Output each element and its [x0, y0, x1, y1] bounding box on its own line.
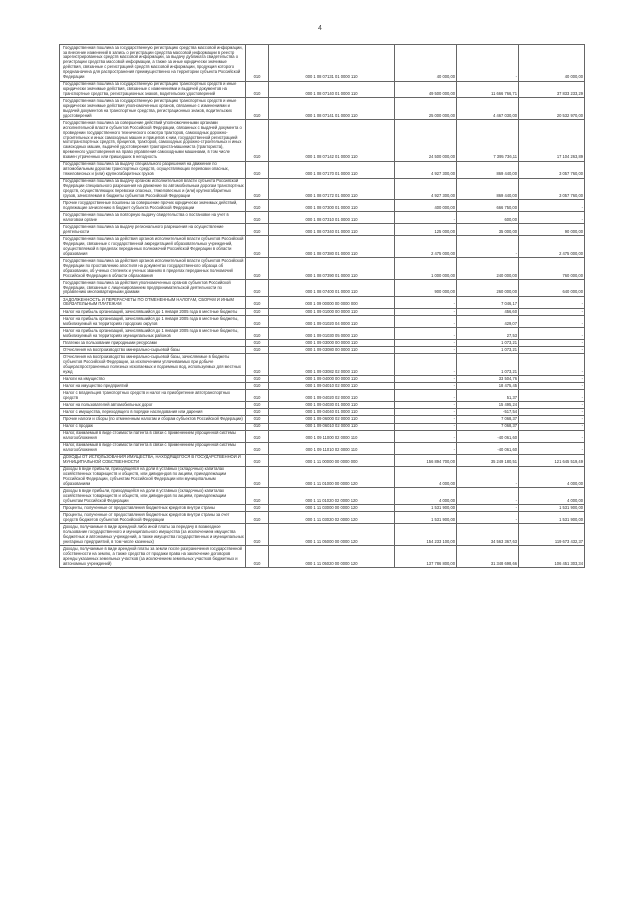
row-line-code-cell: 010: [246, 280, 269, 297]
table-row: [60, 416, 585, 423]
table-row: [60, 258, 585, 280]
row-line-code-cell: 010: [246, 120, 269, 161]
row-name-cell: Налог на прибыль организаций, зачислявшийся до 1 января 2005 года в местные бюджеты, мобилизуемый на территориях городских округов: [60, 316, 246, 328]
row-name-cell: Прочие государственные пошлины за совершение прочих юридически значимых действий, подлежащие зачислению в бюджет субъекта Российской Федерации: [60, 200, 246, 212]
row-income-code-cell: 000 1 08 07142 01 0000 110: [269, 120, 395, 161]
row-income-code-cell: 000 1 08 07340 01 0000 110: [269, 224, 395, 236]
row-name-cell: Налог, взимаемый в виде стоимости патента в связи с применением упрощенной системы налогообложения: [60, 442, 246, 454]
row-approved-cell: -: [395, 409, 457, 416]
row-approved-cell: -: [395, 430, 457, 442]
row-unexecuted-cell: -: [519, 308, 585, 315]
row-unexecuted-cell: 3 057 760,00: [519, 178, 585, 200]
row-line-code-cell: 010: [246, 161, 269, 178]
table-row: [60, 383, 585, 390]
row-unexecuted-cell: -: [519, 430, 585, 442]
row-unexecuted-cell: -: [519, 402, 585, 409]
table-row: [60, 212, 585, 224]
row-executed-cell: 260 000,00: [457, 280, 519, 297]
row-executed-cell: -: [457, 512, 519, 524]
row-executed-cell: 11 666 766,71: [457, 81, 519, 98]
row-line-code-cell: 010: [246, 45, 269, 82]
row-approved-cell: 25 000 000,00: [395, 98, 457, 120]
row-approved-cell: -: [395, 402, 457, 409]
row-line-code-cell: 010: [246, 296, 269, 308]
table-row: [60, 512, 585, 524]
table-row: [60, 340, 585, 347]
row-approved-cell: -: [395, 296, 457, 308]
row-approved-cell: 40 000,00: [395, 45, 457, 82]
table-row: [60, 236, 585, 258]
row-name-cell: Прочие налоги и сборы (по отмененным налогам и сборам субъектов Российской Федерации): [60, 416, 246, 423]
row-name-cell: Доходы, получаемые в виде арендной либо иной платы за передачу в возмездное пользование государственного и муниципального имущества (за исключением имущества бюджетных и автономных учреждений, а также имущества государственных и муниципальных унитарных предприятий, в том числе казенных): [60, 524, 246, 546]
table-row: [60, 390, 585, 402]
row-approved-cell: 4 000,00: [395, 466, 457, 488]
row-unexecuted-cell: 2 475 000,00: [519, 236, 585, 258]
table-row: [60, 81, 585, 98]
row-unexecuted-cell: 40 000,00: [519, 45, 585, 82]
row-line-code-cell: 010: [246, 340, 269, 347]
row-executed-cell: 240 000,00: [457, 258, 519, 280]
row-approved-cell: 1 531 900,00: [395, 512, 457, 524]
row-income-code-cell: 000 1 11 00000 00 0000 000: [269, 454, 395, 466]
row-name-cell: Государственная пошлина за выдачу органом исполнительной власти субъекта Российской Федерации специального разрешения на движение по автомобильным дорогам транспортных средств, осуществляющих перевозки опасных, тяжеловесных и (или) крупногабаритных грузов, зачисляемая в бюджеты субъектов Российской Федерации: [60, 178, 246, 200]
row-executed-cell: 7 068,37: [457, 416, 519, 423]
row-executed-cell: 4 467 030,00: [457, 98, 519, 120]
row-line-code-cell: 010: [246, 512, 269, 524]
row-executed-cell: -: [457, 236, 519, 258]
row-unexecuted-cell: -: [519, 423, 585, 430]
row-unexecuted-cell: 106 451 303,34: [519, 546, 585, 568]
row-name-cell: Налог на прибыль организаций, зачислявшийся до 1 января 2005 года в местные бюджеты: [60, 308, 246, 315]
row-income-code-cell: 000 1 09 06010 02 0000 110: [269, 423, 395, 430]
row-name-cell: ЗАДОЛЖЕННОСТЬ И ПЕРЕРАСЧЕТЫ ПО ОТМЕНЕННЫМ НАЛОГАМ, СБОРАМ И ИНЫМ ОБЯЗАТЕЛЬНЫМ ПЛАТЕЖАМ: [60, 296, 246, 308]
table-row: [60, 161, 585, 178]
table-row: [60, 442, 585, 454]
row-name-cell: Государственная пошлина за государственную регистрацию средства массовой информации, за внесение изменений в запись о регистрации средства массовой информации в реестр зарегистрированных средств массовой информации, за выдачу дубликата свидетельства о регистрации средства массовой информации, а также за иные юридически значимые действия, связанные с регистрацией средств массовой информации, продукция которого предназначена для распространения преимущественно на территории субъекта Российской Федерации: [60, 45, 246, 82]
row-name-cell: Государственная пошлина за государственную регистрацию транспортных средств и иные юридически значимые действия уполномоченных органов, связанные с изменениями и выдачей документов на транспортные средства, регистрационных знаков, водительских удостоверений: [60, 98, 246, 120]
row-unexecuted-cell: -: [519, 376, 585, 383]
row-income-code-cell: 000 1 09 04020 02 0000 110: [269, 390, 395, 402]
row-line-code-cell: 010: [246, 488, 269, 505]
row-approved-cell: 400 000,00: [395, 200, 457, 212]
row-name-cell: Государственная пошлина за повторную выдачу свидетельства о постановке на учет в налоговом органе: [60, 212, 246, 224]
row-executed-cell: -517,54: [457, 409, 519, 416]
row-approved-cell: -: [395, 376, 457, 383]
row-approved-cell: 137 786 800,00: [395, 546, 457, 568]
row-approved-cell: 900 000,00: [395, 280, 457, 297]
row-name-cell: Доходы, получаемые в виде арендной платы за земли после разграничения государственной собственности на землю, а также средства от продажи права на заключение договоров аренды указанных земельных участков (за исключением земельных участков бюджетных и автономных учреждений): [60, 546, 246, 568]
table-row: [60, 354, 585, 376]
table-row: [60, 178, 585, 200]
row-line-code-cell: 010: [246, 466, 269, 488]
table-row: [60, 488, 585, 505]
row-name-cell: Проценты, полученные от предоставления бюджетных кредитов внутри страны за счет средств бюджетов субъектов Российской Федерации: [60, 512, 246, 524]
row-line-code-cell: 010: [246, 328, 269, 340]
row-line-code-cell: 010: [246, 200, 269, 212]
row-income-code-cell: 000 1 11 03020 02 0000 120: [269, 512, 395, 524]
table-row: [60, 45, 585, 82]
row-approved-cell: -: [395, 212, 457, 224]
row-income-code-cell: 000 1 08 07140 01 0000 110: [269, 81, 395, 98]
row-approved-cell: -: [395, 347, 457, 354]
row-name-cell: Проценты, полученные от предоставления бюджетных кредитов внутри страны: [60, 505, 246, 512]
row-executed-cell: 7 395 736,11: [457, 120, 519, 161]
row-name-cell: Налог на прибыль организаций, зачислявшийся до 1 января 2005 года в местные бюджеты, мобилизуемый на территориях муниципальных районов: [60, 328, 246, 340]
row-unexecuted-cell: -: [519, 416, 585, 423]
table-row: [60, 224, 585, 236]
table-row: [60, 505, 585, 512]
table-row: [60, 316, 585, 328]
row-income-code-cell: 000 1 09 03000 00 0000 110: [269, 340, 395, 347]
row-executed-cell: 666 750,00: [457, 200, 519, 212]
row-executed-cell: 35 000,00: [457, 224, 519, 236]
row-name-cell: Налог с имущества, переходящего в порядке наследования или дарения: [60, 409, 246, 416]
row-unexecuted-cell: -: [519, 383, 585, 390]
row-income-code-cell: 000 1 09 04040 01 0000 110: [269, 409, 395, 416]
row-executed-cell: 27,53: [457, 328, 519, 340]
table-row: [60, 376, 585, 383]
table-row: [60, 402, 585, 409]
row-approved-cell: -: [395, 308, 457, 315]
row-unexecuted-cell: 20 532 970,00: [519, 98, 585, 120]
row-unexecuted-cell: 640 000,00: [519, 280, 585, 297]
table-row: [60, 423, 585, 430]
row-executed-cell: -: [457, 45, 519, 82]
row-unexecuted-cell: 119 673 432,37: [519, 524, 585, 546]
row-approved-cell: 1 531 900,00: [395, 505, 457, 512]
row-executed-cell: -40 061,60: [457, 442, 519, 454]
row-name-cell: Государственная пошлина за выдачу специального разрешения на движение по автомобильным дорогам транспортных средств, осуществляющих перевозки опасных, тяжеловесных и (или) крупногабаритных грузов: [60, 161, 246, 178]
row-income-code-cell: 000 1 09 04030 01 0000 110: [269, 402, 395, 409]
row-line-code-cell: 010: [246, 546, 269, 568]
row-name-cell: Государственная пошлина за действия органов исполнительной власти субъектов Российской Федерации, связанные с государственной аккредитацией образовательных учреждений, осуществляемой в пределах переданных полномочий Российской Федерации в области образования: [60, 236, 246, 258]
row-approved-cell: -: [395, 383, 457, 390]
row-unexecuted-cell: -: [519, 347, 585, 354]
row-unexecuted-cell: 760 000,00: [519, 258, 585, 280]
row-name-cell: Налог с продаж: [60, 423, 246, 430]
row-approved-cell: 2 475 000,00: [395, 236, 457, 258]
table-row: [60, 546, 585, 568]
row-executed-cell: 1 073,21: [457, 347, 519, 354]
row-approved-cell: 156 894 700,00: [395, 454, 457, 466]
row-unexecuted-cell: -: [519, 200, 585, 212]
row-line-code-cell: 010: [246, 454, 269, 466]
row-executed-cell: 7 046,17: [457, 296, 519, 308]
row-income-code-cell: 000 1 11 05000 00 0000 120: [269, 524, 395, 546]
row-line-code-cell: 010: [246, 236, 269, 258]
row-line-code-cell: 010: [246, 258, 269, 280]
row-income-code-cell: 000 1 09 01030 05 0000 110: [269, 328, 395, 340]
row-approved-cell: 49 500 000,00: [395, 81, 457, 98]
row-line-code-cell: 010: [246, 505, 269, 512]
row-executed-cell: 18 475,45: [457, 383, 519, 390]
row-income-code-cell: 000 1 08 07170 01 0000 110: [269, 161, 395, 178]
row-name-cell: Отчисления на воспроизводство минерально-сырьевой базы: [60, 347, 246, 354]
report-table-body: [60, 45, 585, 568]
row-unexecuted-cell: 121 645 519,49: [519, 454, 585, 466]
row-line-code-cell: 010: [246, 430, 269, 442]
row-unexecuted-cell: 1 531 900,00: [519, 512, 585, 524]
table-row: [60, 454, 585, 466]
row-approved-cell: 4 927 300,00: [395, 161, 457, 178]
row-executed-cell: 33 504,76: [457, 376, 519, 383]
row-executed-cell: -: [457, 466, 519, 488]
row-executed-cell: 31 348 698,66: [457, 546, 519, 568]
row-line-code-cell: 010: [246, 308, 269, 315]
table-row: [60, 328, 585, 340]
row-income-code-cell: 000 1 09 04010 02 0000 110: [269, 383, 395, 390]
row-line-code-cell: 010: [246, 316, 269, 328]
row-executed-cell: 51,37: [457, 390, 519, 402]
table-row: [60, 524, 585, 546]
row-income-code-cell: 000 1 08 07390 01 0000 110: [269, 258, 395, 280]
row-income-code-cell: 000 1 09 00000 00 0000 000: [269, 296, 395, 308]
row-unexecuted-cell: 4 000,00: [519, 466, 585, 488]
row-income-code-cell: 000 1 09 11000 02 0000 110: [269, 430, 395, 442]
row-unexecuted-cell: -: [519, 316, 585, 328]
row-executed-cell: 456,60: [457, 308, 519, 315]
row-approved-cell: 125 000,00: [395, 224, 457, 236]
row-unexecuted-cell: -: [519, 390, 585, 402]
table-row: [60, 347, 585, 354]
row-unexecuted-cell: -: [519, 354, 585, 376]
row-income-code-cell: 000 1 08 07400 01 0000 110: [269, 280, 395, 297]
table-row: [60, 409, 585, 416]
row-name-cell: Государственная пошлина за действия органов исполнительной власти субъектов Российской Федерации по проставлению апостиля на документах государственного образца об образовании, об ученых степенях и ученых званиях в пределах переданных полномочий Российской Федерации в области образования: [60, 258, 246, 280]
row-approved-cell: -: [395, 328, 457, 340]
row-unexecuted-cell: 90 000,00: [519, 224, 585, 236]
row-income-code-cell: 000 1 09 03082 02 0000 110: [269, 354, 395, 376]
row-line-code-cell: 010: [246, 390, 269, 402]
table-row: [60, 296, 585, 308]
row-executed-cell: 35 249 180,51: [457, 454, 519, 466]
row-income-code-cell: 000 1 08 07141 01 0000 110: [269, 98, 395, 120]
row-income-code-cell: 000 1 08 07131 01 0000 110: [269, 45, 395, 82]
row-line-code-cell: 010: [246, 402, 269, 409]
row-approved-cell: -: [395, 316, 457, 328]
row-unexecuted-cell: 17 104 263,89: [519, 120, 585, 161]
row-income-code-cell: 000 1 09 06000 02 0000 110: [269, 416, 395, 423]
row-income-code-cell: 000 1 09 01000 00 0000 110: [269, 308, 395, 315]
page-number: 4: [318, 25, 322, 32]
row-line-code-cell: 010: [246, 347, 269, 354]
row-unexecuted-cell: -: [519, 340, 585, 347]
row-unexecuted-cell: 4 000,00: [519, 488, 585, 505]
table-row: [60, 280, 585, 297]
row-unexecuted-cell: -: [519, 328, 585, 340]
row-executed-cell: 429,07: [457, 316, 519, 328]
row-name-cell: Платежи за пользование природными ресурсами: [60, 340, 246, 347]
row-line-code-cell: 010: [246, 354, 269, 376]
row-income-code-cell: 000 1 09 11010 02 0000 110: [269, 442, 395, 454]
row-line-code-cell: 010: [246, 98, 269, 120]
row-line-code-cell: 010: [246, 423, 269, 430]
row-executed-cell: 869 440,00: [457, 161, 519, 178]
row-name-cell: Налог на имущество предприятий: [60, 383, 246, 390]
row-executed-cell: 1 073,21: [457, 354, 519, 376]
row-name-cell: Государственная пошлина за выдачу регионального разрешения на осуществление деятельности: [60, 224, 246, 236]
row-approved-cell: -: [395, 416, 457, 423]
row-name-cell: Налоги на имущество: [60, 376, 246, 383]
row-executed-cell: -40 061,60: [457, 430, 519, 442]
row-unexecuted-cell: 3 057 760,00: [519, 161, 585, 178]
row-name-cell: Доходы в виде прибыли, приходящейся на доли в уставных (складочных) капиталах хозяйственных товариществ и обществ, или дивидендов по акциям, принадлежащим субъектам Российской Федерации: [60, 488, 246, 505]
row-unexecuted-cell: -: [519, 442, 585, 454]
row-unexecuted-cell: -: [519, 409, 585, 416]
row-line-code-cell: 010: [246, 524, 269, 546]
row-approved-cell: 4 000,00: [395, 488, 457, 505]
row-approved-cell: -: [395, 340, 457, 347]
row-executed-cell: 1 073,21: [457, 340, 519, 347]
row-approved-cell: -: [395, 423, 457, 430]
row-line-code-cell: 010: [246, 81, 269, 98]
row-income-code-cell: 000 1 09 04000 00 0000 110: [269, 376, 395, 383]
row-name-cell: Налог, взимаемый в виде стоимости патента в связи с применением упрощенной системы налогообложения: [60, 430, 246, 442]
row-approved-cell: -: [395, 442, 457, 454]
row-line-code-cell: 010: [246, 224, 269, 236]
row-line-code-cell: 010: [246, 376, 269, 383]
table-row: [60, 98, 585, 120]
table-row: [60, 430, 585, 442]
row-executed-cell: -: [457, 488, 519, 505]
row-income-code-cell: 000 1 11 01000 00 0000 120: [269, 466, 395, 488]
row-executed-cell: 600,00: [457, 212, 519, 224]
row-income-code-cell: 000 1 08 07310 01 0000 110: [269, 212, 395, 224]
table-row: [60, 200, 585, 212]
row-income-code-cell: 000 1 08 07380 01 0000 110: [269, 236, 395, 258]
table-row: [60, 120, 585, 161]
row-name-cell: Государственная пошлина за государственную регистрацию транспортных средств и иные юридически значимые действия, связанные с изменениями и выдачей документов на транспортные средства, регистрационных знаков, водительских удостоверений: [60, 81, 246, 98]
row-unexecuted-cell: 37 833 233,29: [519, 81, 585, 98]
row-income-code-cell: 000 1 11 05020 00 0000 120: [269, 546, 395, 568]
row-name-cell: Государственная пошлина за действия уполномоченных органов субъектов Российской Федерации, связанные с лицензированием предпринимательской деятельности по управлению многоквартирными домами: [60, 280, 246, 297]
row-approved-cell: -: [395, 354, 457, 376]
row-line-code-cell: 010: [246, 442, 269, 454]
row-name-cell: Доходы в виде прибыли, приходящейся на доли в уставных (складочных) капиталах хозяйственных товариществ и обществ, или дивидендов по акциям, принадлежащим Российской Федерации, субъектам Российской Федерации или муниципальным образованиям: [60, 466, 246, 488]
row-line-code-cell: 010: [246, 383, 269, 390]
row-executed-cell: -: [457, 505, 519, 512]
row-income-code-cell: 000 1 11 03000 00 0000 120: [269, 505, 395, 512]
row-approved-cell: 154 233 100,00: [395, 524, 457, 546]
row-income-code-cell: 000 1 09 01020 04 0000 110: [269, 316, 395, 328]
row-name-cell: Государственная пошлина за совершение действий уполномоченными органами исполнительной власти субъектов Российской Федерации, связанных с выдачей документа о проведении государственного технического осмотра тракторов, самоходных дорожно-строительных и иных самоходных машин и прицепов к ним, государственной регистрацией мототранспортных средств, прицепов, тракторов, самоходных дорожно-строительных и иных самоходных машин, выдачей удостоверения тракториста-машиниста (тракториста), временного удостоверения на право управления самоходными машинами, в том числе взамен утраченных или пришедших в негодность: [60, 120, 246, 161]
row-income-code-cell: 000 1 08 07300 01 0000 110: [269, 200, 395, 212]
row-income-code-cell: 000 1 08 07172 01 0000 110: [269, 178, 395, 200]
row-line-code-cell: 010: [246, 416, 269, 423]
row-name-cell: Отчисления на воспроизводство минерально-сырьевой базы, зачисляемые в бюджеты субъектов Российской Федерации, за исключением уплачиваемых при добыче общераспространенных полезных ископаемых и подземных вод, используемых для местных нужд: [60, 354, 246, 376]
table-row: [60, 308, 585, 315]
row-executed-cell: 15 495,24: [457, 402, 519, 409]
row-approved-cell: 1 000 000,00: [395, 258, 457, 280]
row-approved-cell: 4 927 300,00: [395, 178, 457, 200]
row-income-code-cell: 000 1 11 01020 02 0000 120: [269, 488, 395, 505]
row-approved-cell: -: [395, 390, 457, 402]
row-income-code-cell: 000 1 09 03080 00 0000 110: [269, 347, 395, 354]
row-executed-cell: 7 068,37: [457, 423, 519, 430]
row-line-code-cell: 010: [246, 409, 269, 416]
row-executed-cell: 869 440,00: [457, 178, 519, 200]
row-name-cell: Налог с владельцев транспортных средств и налог на приобретение автотранспортных средств: [60, 390, 246, 402]
row-line-code-cell: 010: [246, 212, 269, 224]
row-line-code-cell: 010: [246, 178, 269, 200]
row-executed-cell: 34 563 367,63: [457, 524, 519, 546]
row-unexecuted-cell: -: [519, 296, 585, 308]
revenue-report-table: [59, 44, 585, 568]
row-name-cell: ДОХОДЫ ОТ ИСПОЛЬЗОВАНИЯ ИМУЩЕСТВА, НАХОДЯЩЕГОСЯ В ГОСУДАРСТВЕННОЙ И МУНИЦИПАЛЬНОЙ СОБСТВЕННОСТИ: [60, 454, 246, 466]
table-row: [60, 466, 585, 488]
row-unexecuted-cell: -: [519, 212, 585, 224]
row-name-cell: Налог на пользователей автомобильных дорог: [60, 402, 246, 409]
row-approved-cell: 24 500 000,00: [395, 120, 457, 161]
row-unexecuted-cell: 1 531 900,00: [519, 505, 585, 512]
